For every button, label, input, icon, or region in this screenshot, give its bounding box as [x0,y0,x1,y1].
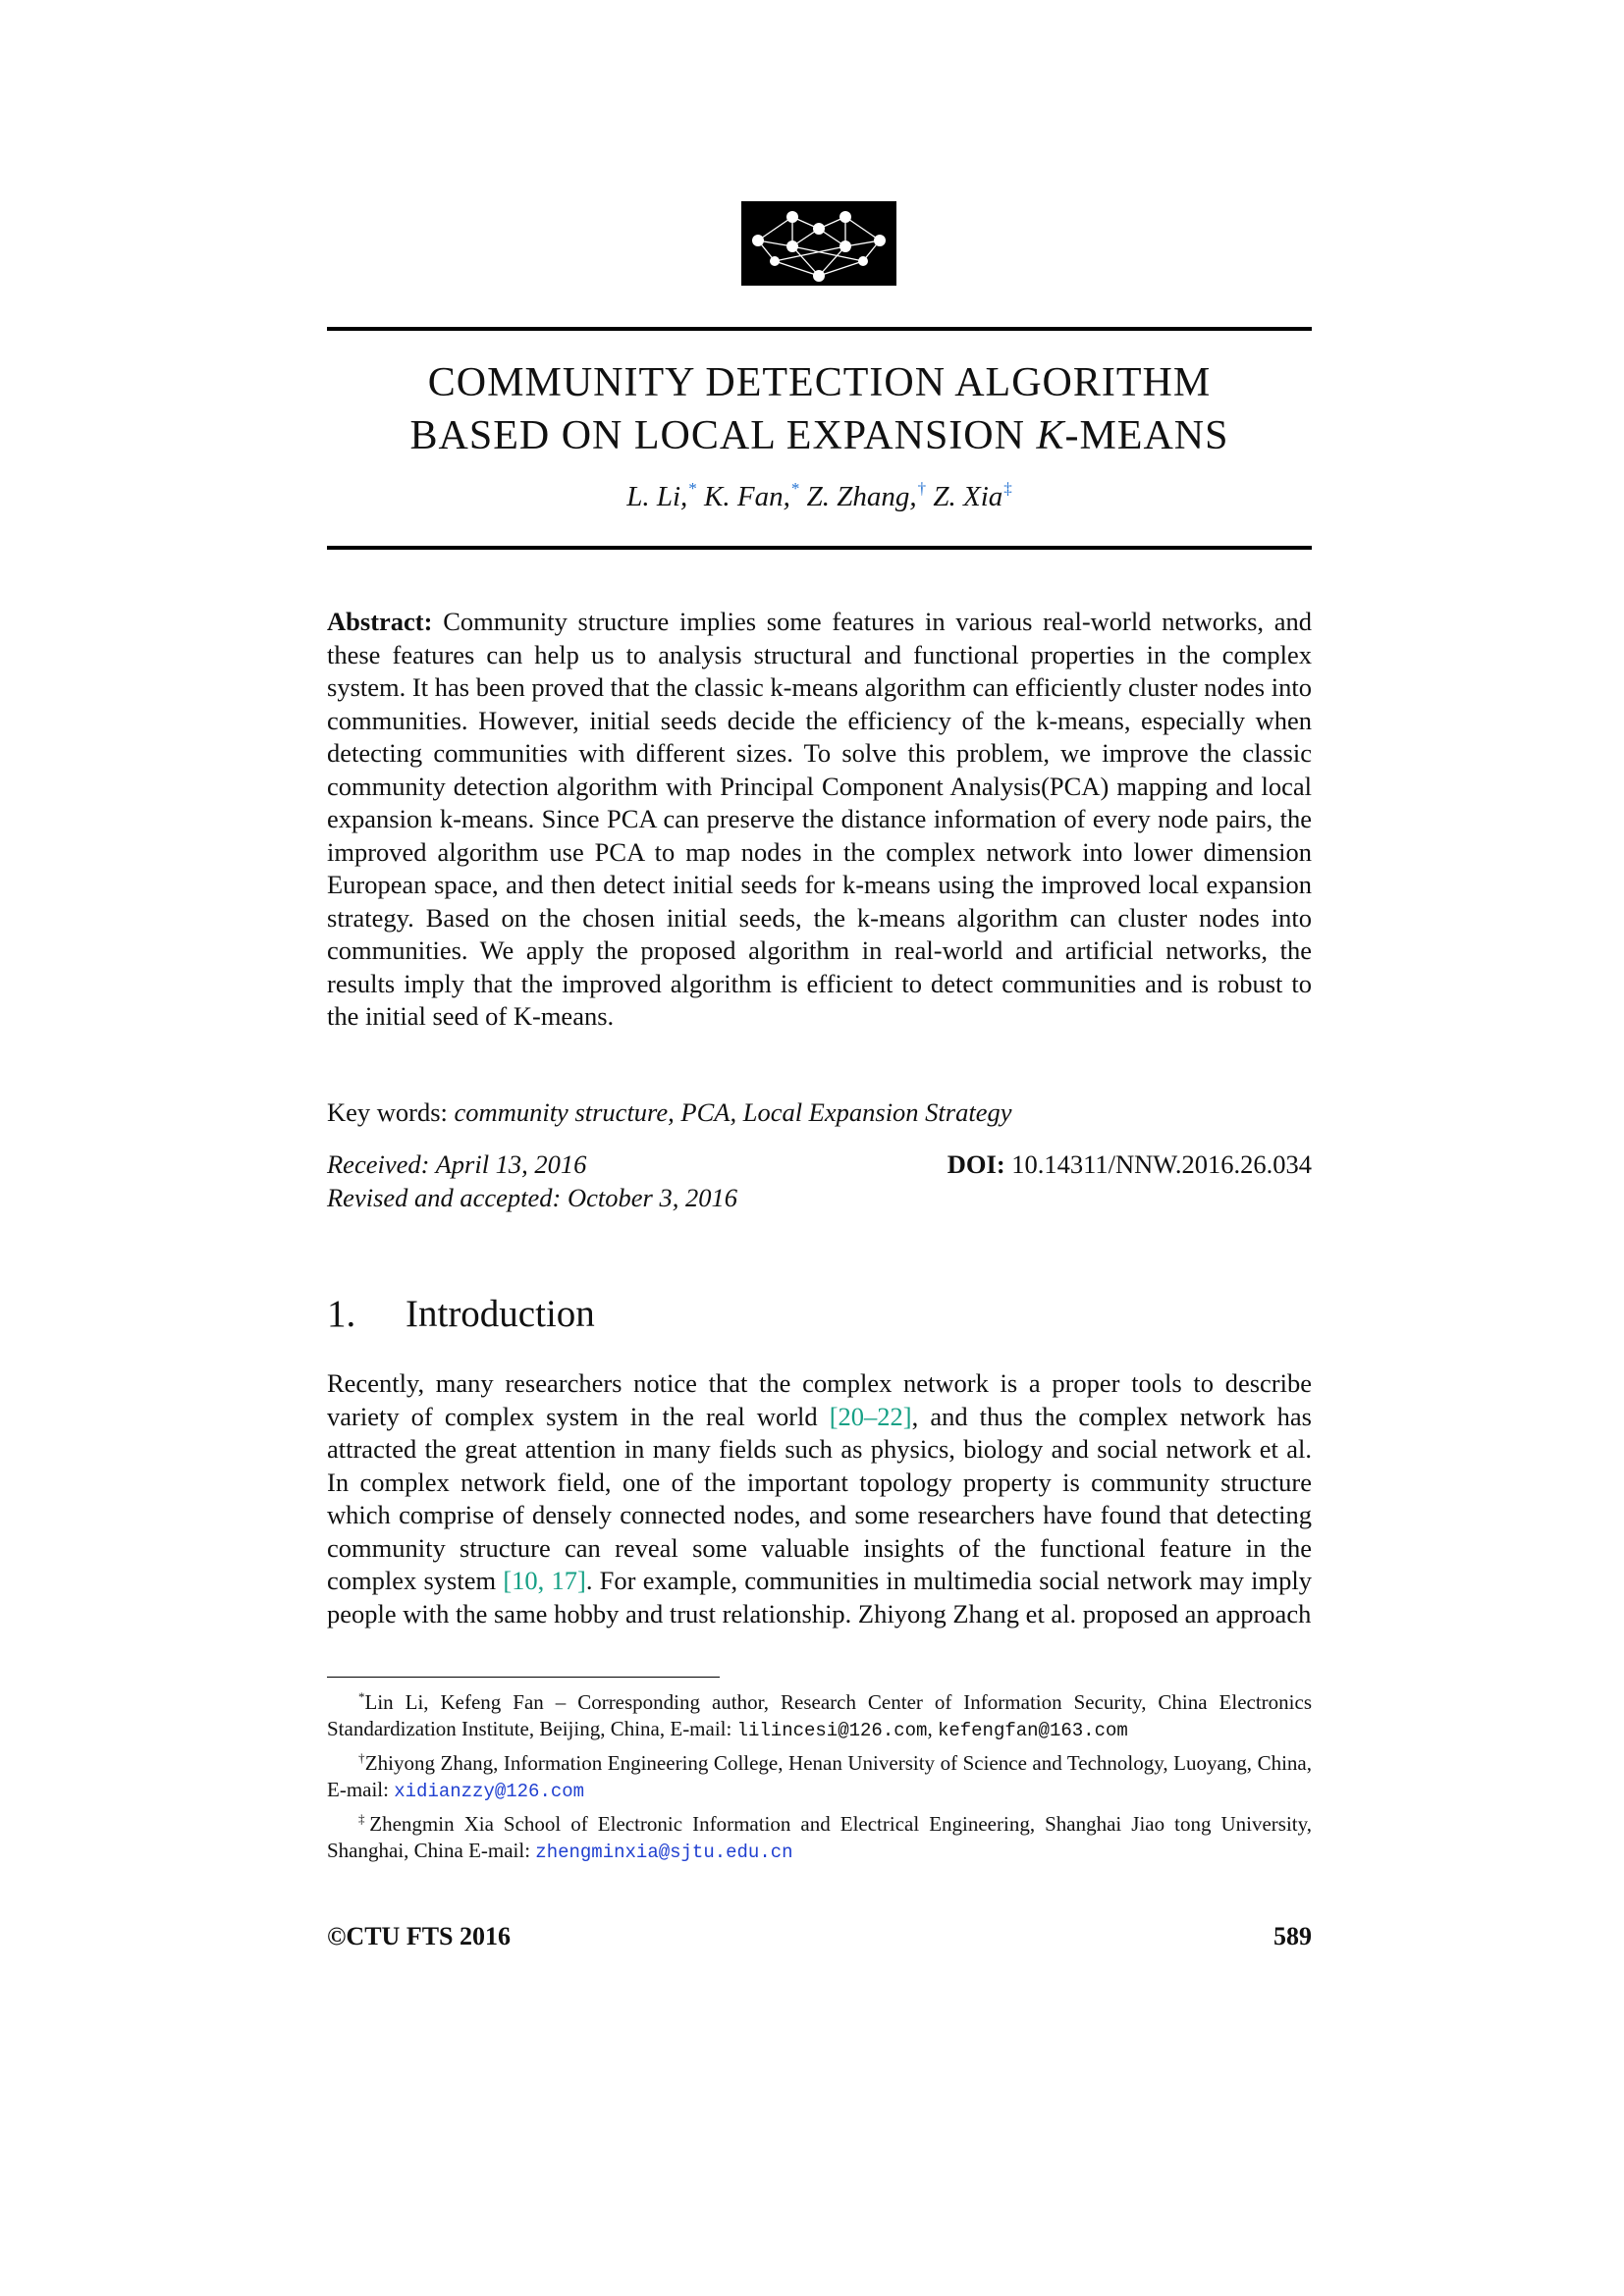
publication-dates [327,1148,1312,1214]
doi [947,1148,1312,1181]
abstract [327,606,1312,1034]
abstract-text: Community structure implies some features in various real-world networks, and these features can help us to analysis structural and functional properties in the complex system. It has been proved that the classic k-means algorithm can efficiently cluster nodes into communities. However, initial seeds decide the efficiency of the k-means, especially when detecting communities with different sizes. To solve this problem, we improve the classic community detection algorithm with Principal Component Analysis(PCA) mapping and local expansion k-means. Since PCA can preserve the distance information of every node pairs, the improved algorithm use PCA to map nodes in the complex network into lower dimension European space, and then detect initial seeds for k-means using the improved local expansion strategy. Based on the chosen initial seeds, the k-means algorithm can cluster nodes into communities. We apply the proposed algorithm in real-world and artificial networks, the results imply that the improved algorithm is efficient to detect communities and is robust to the initial seed of K-means. [327,607,1313,1031]
footnote-2: †Zhiyong Zhang, Information Engineering College, Henan University of Science and Technology, Luoyang, China, E-mail: xidianzzy@126.com [327,1750,1313,1802]
email-link[interactable]: xidianzzy@126.com [394,1781,585,1802]
section-title: Introduction [406,1293,595,1335]
keywords [327,1096,1312,1129]
author-footnote-mark[interactable]: † [917,479,927,498]
top-rule [327,327,1312,331]
keywords-label: Key words: [327,1097,448,1127]
footnote-3: ‡Zhengmin Xia School of Electronic Information and Electrical Engineering, Shanghai Jiao tong University, Shanghai, China E-mail: zhengminxia@sjtu.edu.cn [327,1811,1312,1863]
author-list [327,479,1312,513]
intro-text: . For example, communities in multimedia social network may imply people with the same hobby and trust relationship. Zhiyong Zhang et al. proposed an approach [327,1566,1312,1629]
intro-paragraph [327,1367,1312,1630]
author-footnote-mark[interactable]: ‡ [1003,479,1012,498]
abstract-label: Abstract: [327,607,433,636]
bottom-rule [327,546,1312,550]
page-number: 589 [1273,1922,1312,1950]
doi-value[interactable]: 10.14311/NNW.2016.26.034 [1011,1149,1312,1179]
email-link[interactable]: lilincesi@126.com [736,1720,928,1741]
keywords-text: community structure, PCA, Local Expansion Strategy [454,1097,1012,1127]
author: L. Li, [626,481,688,512]
author: Z. Xia [933,481,1003,512]
doi-label: DOI: [947,1149,1005,1179]
title-line-2: BASED ON LOCAL EXPANSION K-MEANS [409,413,1229,458]
revised-date: Revised and accepted: October 3, 2016 [327,1183,737,1212]
author: Z. Zhang, [806,481,917,512]
email-link[interactable]: zhengminxia@sjtu.edu.cn [535,1842,793,1863]
title-line-1: COMMUNITY DETECTION ALGORITHM [427,360,1212,405]
footnote-rule [327,1677,720,1678]
network-graph-icon [741,201,896,286]
author-footnote-mark[interactable]: * [688,479,697,498]
section-heading [327,1292,1312,1336]
page-footer [327,1922,1312,1951]
footnotes [327,1683,1312,1866]
author-footnote-mark[interactable]: * [790,479,800,498]
footnote-1: *Lin Li, Kefeng Fan – Corresponding author, Research Center of Information Security, China Electronics Standardization Institute, Beijing, China, E-mail: lilincesi@126.com, kefengfan@163.com [327,1689,1312,1741]
journal-logo [741,201,896,286]
citation-link[interactable]: [10, 17] [503,1566,586,1595]
email-link[interactable]: kefengfan@163.com [937,1720,1128,1741]
copyright: ©CTU FTS 2016 [327,1922,512,1950]
title-k: K [1036,413,1065,458]
intro-text: Recently, many researchers notice that the complex network is a proper tools to describe variety of complex system in the real world [327,1368,1312,1431]
author: K. Fan, [704,481,790,512]
intro-text: , and thus the complex network has attracted the great attention in many fields such as physics, biology and social network et al. In complex network field, one of the important topology property is community structure which comprise of densely connected nodes, and some researchers have found that detecting community structure can reveal some valuable insights of the functional feature in the complex system [327,1401,1312,1595]
citation-link[interactable]: [20–22] [829,1401,912,1431]
section-number: 1. [327,1293,356,1335]
received-date: Received: April 13, 2016 [327,1149,587,1179]
paper-title [327,356,1312,462]
